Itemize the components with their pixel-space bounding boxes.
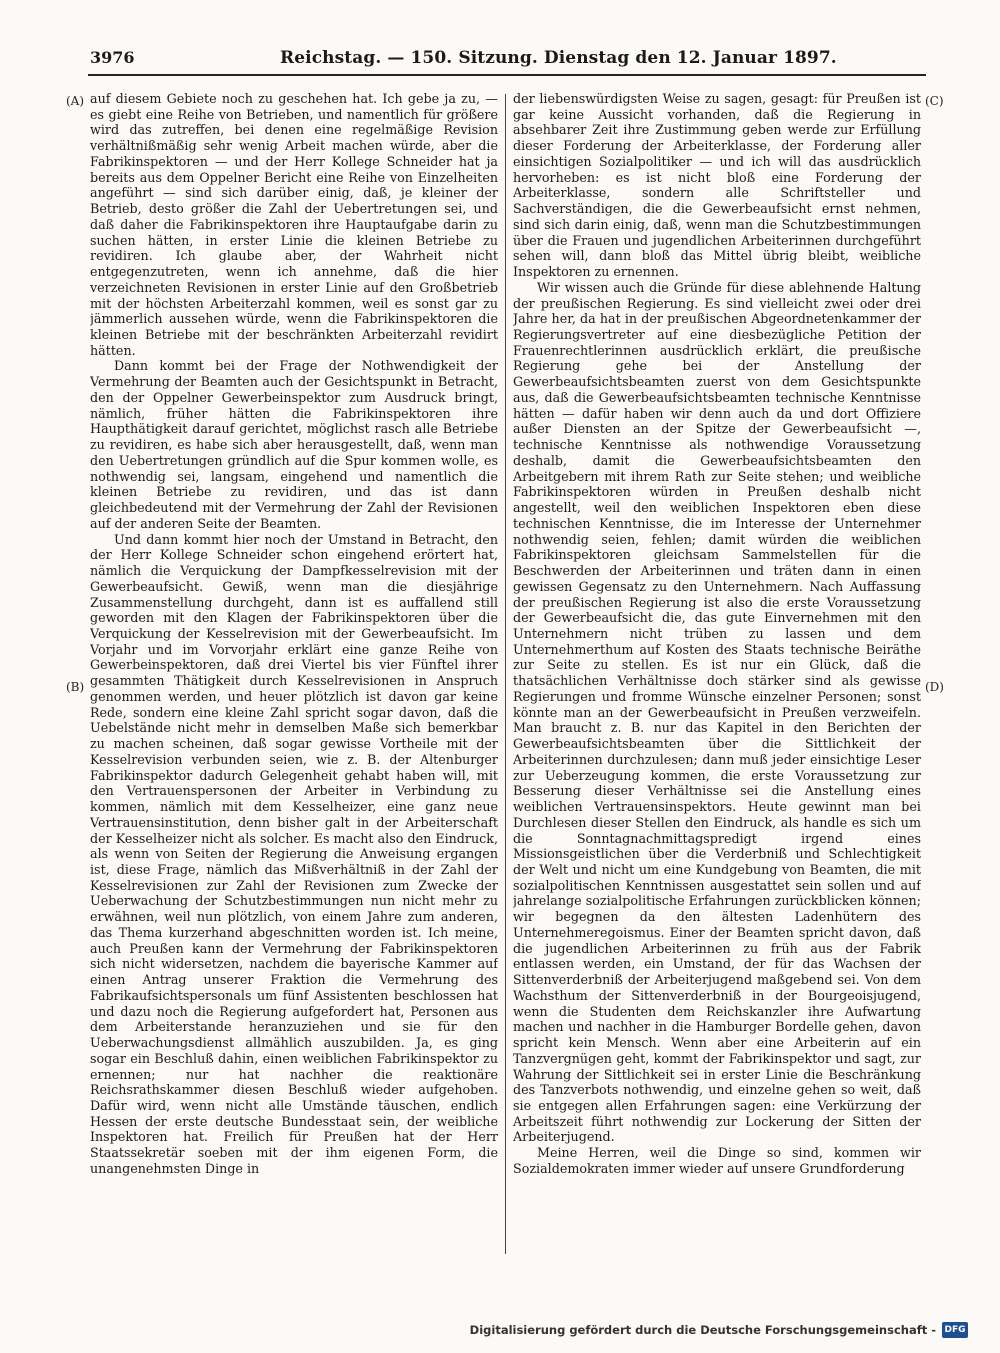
running-title: Reichstag. — 150. Sitzung. Dienstag den 12. Januar 1897. [280,48,837,68]
paragraph: Wir wissen auch die Gründe für diese ablehnende Haltung der preußischen Regierung. Es sind vielleicht zwei oder drei Jahre her, da hat in der preußischen Abgeordnetenkammer der Regierungsvertreter auf eine diesbezügliche Petition der Frauenrechtlerinnen ausdrücklich erklärt, die preußische Regierung gehe bei der Anstellung der Gewerbeaufsichtsbeamten zuerst von dem Gesichtspunkte aus, daß die Gewerbeaufsichtsbeamten technische Kenntnisse hätten — dafür haben wir denn auch da und dort Offiziere außer Diensten an der Spitze der Gewerbeaufsicht —, technische Kenntnisse als nothwendige Voraussetzung deshalb, damit die Gewerbeaufsichtsbeamten den Arbeitgebern mit ihrem Rath zur Seite stehen; und weibliche Fabrikinspektoren würden in Preußen deshalb nicht angestellt, weil den weiblichen Inspektoren eben diese technischen Kenntnisse, die im Interesse der Unternehmer nothwendig seien, fehlen; damit würden die weiblichen Fabrikinspektoren gleichsam Sammelstellen für die Beschwerden der Arbeiterinnen und träten dann in einen gewissen Gegensatz zu den Unternehmern. Nach Auffassung der preußischen Regierung ist also die erste Voraussetzung der Gewerbeaufsicht die, das gute Einvernehmen mit den Unternehmern nicht trüben zu lassen und dem Unternehmerthum auf Kosten des Staats technische Beiräthe zur Seite zu stellen. Es ist nur ein Glück, daß die thatsächlichen Verhältnisse doch stärker sind als gewisse Regierungen und fromme Wünsche einzelner Personen; sonst könnte man an der Gewerbeaufsicht in Preußen verzweifeln. Man braucht z. B. nur das Kapitel in den Berichten der Gewerbeaufsichtsbeamten über die Sittlichkeit der Arbeiterinnen durchzulesen; dann muß jeder einsichtige Leser zur Ueberzeugung kommen, die erste Voraussetzung zur Besserung dieser Verhältnisse sei die Anstellung eines weiblichen Vertrauensinspektors. Heute gewinnt man bei Durchlesen dieser Stellen den Eindruck, als handle es sich um die Sonntagnachmittagspredigt irgend eines Missionsgeistlichen über die Verderbniß und Schlechtigkeit der Welt und nicht um eine Kundgebung von Beamten, die mit sozialpolitischen Kenntnissen ausgestattet sein sollen und auf jahrelange sozialpolitische Erfahrungen zurückblicken können; wir begegnen da den ältesten Ladenhütern des Unternehmeregoismus. Einer der Beamten spricht davon, daß die jugendlichen Arbeiterinnen zu früh aus der Fabrik entlassen werden, ein Umstand, der für das Wachsen der Sittenverderbniß der Arbeiterjugend maßgebend sei. Von dem Wachsthum der Sittenverderbniß in der Bourgeoisjugend, wenn die Studenten dem Reichskanzler ihre Aufwartung machen und nachher in die Hamburger Bordelle gehen, davon spricht kein Mensch. Wenn aber eine Arbeiterin auf ein Tanzvergnügen geht, kommt der Fabrikinspektor und sagt, zur Wahrung der Sittlichkeit sei in erster Linie die Beschränkung des Tanzverbots nothwendig, und einzelne gehen so weit, daß sie entgegen allen Erfahrungen sagen: eine Verkürzung der Arbeitszeit führt nothwendig zur Lockerung der Sitten der Arbeiterjugend. [513,279,921,1145]
left-column [90,91,498,1256]
header-rule [88,74,926,76]
margin-mark-d: (D) [925,680,944,694]
margin-mark-a: (A) [66,94,85,108]
paragraph: Und dann kommt hier noch der Umstand in Betracht, den der Herr Kollege Schneider schon eingehend erörtert hat, nämlich die Verquickung der Dampfkesselrevision mit der Gewerbeaufsicht. Gewiß, wenn man die diesjährige Zusammenstellung durchgeht, dann ist es auffallend still geworden mit den Klagen der Fabrikinspektoren über die Verquickung der Kesselrevision mit der Gewerbeaufsicht. Im Vorjahr und im Vorvorjahr erklärt eine ganze Reihe von Gewerbeinspektoren, daß drei Viertel bis vier Fünftel ihrer gesammten Thätigkeit durch Kesselrevisionen in Anspruch genommen werden, und heuer plötzlich ist davon gar keine Rede, sondern eine kleine Zahl spricht sogar davon, daß die Uebelstände nicht mehr in demselben Maße sich bemerkbar zu machen scheinen, daß sogar gewisse Vortheile mit der Kesselrevision verbunden seien, wie z. B. der Altenburger Fabrikinspektor dadurch Gelegenheit gehabt haben will, mit den Vertrauenspersonen der Arbeiter in Verbindung zu kommen, nämlich mit dem Kesselheizer, eine ganz neue Vertrauensinstitution, denn bisher galt in der Arbeiterschaft der Kesselheizer nicht als solcher. Es macht also den Eindruck, als wenn von Seiten der Regierung die Anweisung ergangen ist, diese Frage, nämlich das Mißverhältniß in der Zahl der Kesselrevisionen zur Zahl der Revisionen zum Zwecke der Ueberwachung der Schutzbestimmungen nun nicht mehr zu erwähnen, weil nun plötzlich, von einem Jahre zum anderen, das Thema kurzerhand abgeschnitten worden ist. Ich meine, auch Preußen kann der Vermehrung der Fabrikinspektoren sich nicht widersetzen, nachdem die bayerische Kammer auf einen Antrag unserer Fraktion die Vermehrung des Fabrikaufsichtspersonals um fünf Assistenten beschlossen hat und dazu noch die Regierung aufgefordert hat, Personen aus dem Arbeiterstande heranzuziehen und sie für den Ueberwachungsdienst allmählich auszubilden. Ja, es ging sogar ein Beschluß dahin, einen weiblichen Fabrikinspektor zu ernennen; nur hat nachher die reaktionäre Reichsrathskammer diesen Beschluß wieder aufgehoben. Dafür wird, wenn nicht alle Umstände täuschen, endlich Hessen der erste deutsche Bundesstaat sein, der weibliche Inspektoren hat. Freilich für Preußen hat der Herr Staatssekretär soeben mit der ihm eigenen Form, die unangenehmsten Dinge in [90,531,498,1176]
margin-mark-b: (B) [66,680,85,694]
paragraph: Meine Herren, weil die Dinge so sind, kommen wir Sozialdemokraten immer wieder auf unsere Grundforderung [513,1145,921,1176]
paragraph: der liebenswürdigsten Weise zu sagen, gesagt: für Preußen ist gar keine Aussicht vorhanden, daß die Regierung in absehbarer Zeit ihre Zustimmung geben werde zur Erfüllung dieser Forderung der Arbeiterklasse, der Forderung aller einsichtigen Sozialpolitiker — und ich will das ausdrücklich hervorheben: es ist nicht bloß eine Forderung der Arbeiterklasse, sondern alle Schriftsteller und Sachverständigen, die die Gewerbeaufsicht ernst nehmen, sind sich darin einig, daß, wenn man die Schutzbestimmungen über die Frauen und jugendlichen Arbeiterinnen durchgeführt sehen will, dann bloß das Mittel übrig bleibt, weibliche Inspektoren zu ernennen. [513,91,921,280]
footer [470,1322,968,1338]
page-number: 3976 [90,48,135,67]
right-column [513,91,921,1256]
column-divider [505,94,506,1254]
page-header [0,0,1000,90]
paragraph: auf diesem Gebiete noch zu geschehen hat. Ich gebe ja zu, — es giebt eine Reihe von Betrieben, und namentlich für größere wird das zutreffen, bei denen eine regelmäßige Revision verhältnißmäßig sehr wenig Arbeit machen würde, aber die Fabrikinspektoren — und der Herr Kollege Schneider hat ja bereits aus dem Oppelner Bericht eine Reihe von Einzelheiten angeführt — sind sich darüber einig, daß, je kleiner der Betrieb, desto größer die Zahl der Uebertretungen sei, und daß daher die Fabrikinspektoren ihre Hauptaufgabe darin zu suchen hätten, in erster Linie die kleinen Betriebe zu revidiren. Ich glaube aber, der Wahrheit nicht entgegenzutreten, wenn ich annehme, daß die hier verzeichneten Revisionen in erster Linie auf den Großbetrieb mit der höchsten Arbeiterzahl kommen, weil es sonst gar zu jämmerlich aussehen würde, wenn die Fabrikinspektoren die kleinen Betriebe mit der beschränkten Arbeiterzahl revidirt hätten. [90,91,498,358]
margin-mark-c: (C) [925,94,944,108]
footer-credit: Digitalisierung gefördert durch die Deutsche Forschungsgemeinschaft - [469,1323,936,1337]
dfg-logo-icon: DFG [942,1322,968,1338]
paragraph: Dann kommt bei der Frage der Nothwendigkeit der Vermehrung der Beamten auch der Gesichtspunkt in Betracht, den der Oppelner Gewerbeinspektor zum Ausdruck bringt, nämlich, früher hätten die Fabrikinspektoren ihre Haupthätigkeit darauf gerichtet, möglichst rasch alle Betriebe zu revidiren, es habe sich aber herausgestellt, daß, wenn man den Uebertretungen gründlich auf die Spur kommen wolle, es nothwendig sei, langsam, eingehend und namentlich die kleinen Betriebe zu revidiren, und das ist dann gleichbedeutend mit der Vermehrung der Zahl der Revisionen auf der anderen Seite der Beamten. [90,358,498,531]
